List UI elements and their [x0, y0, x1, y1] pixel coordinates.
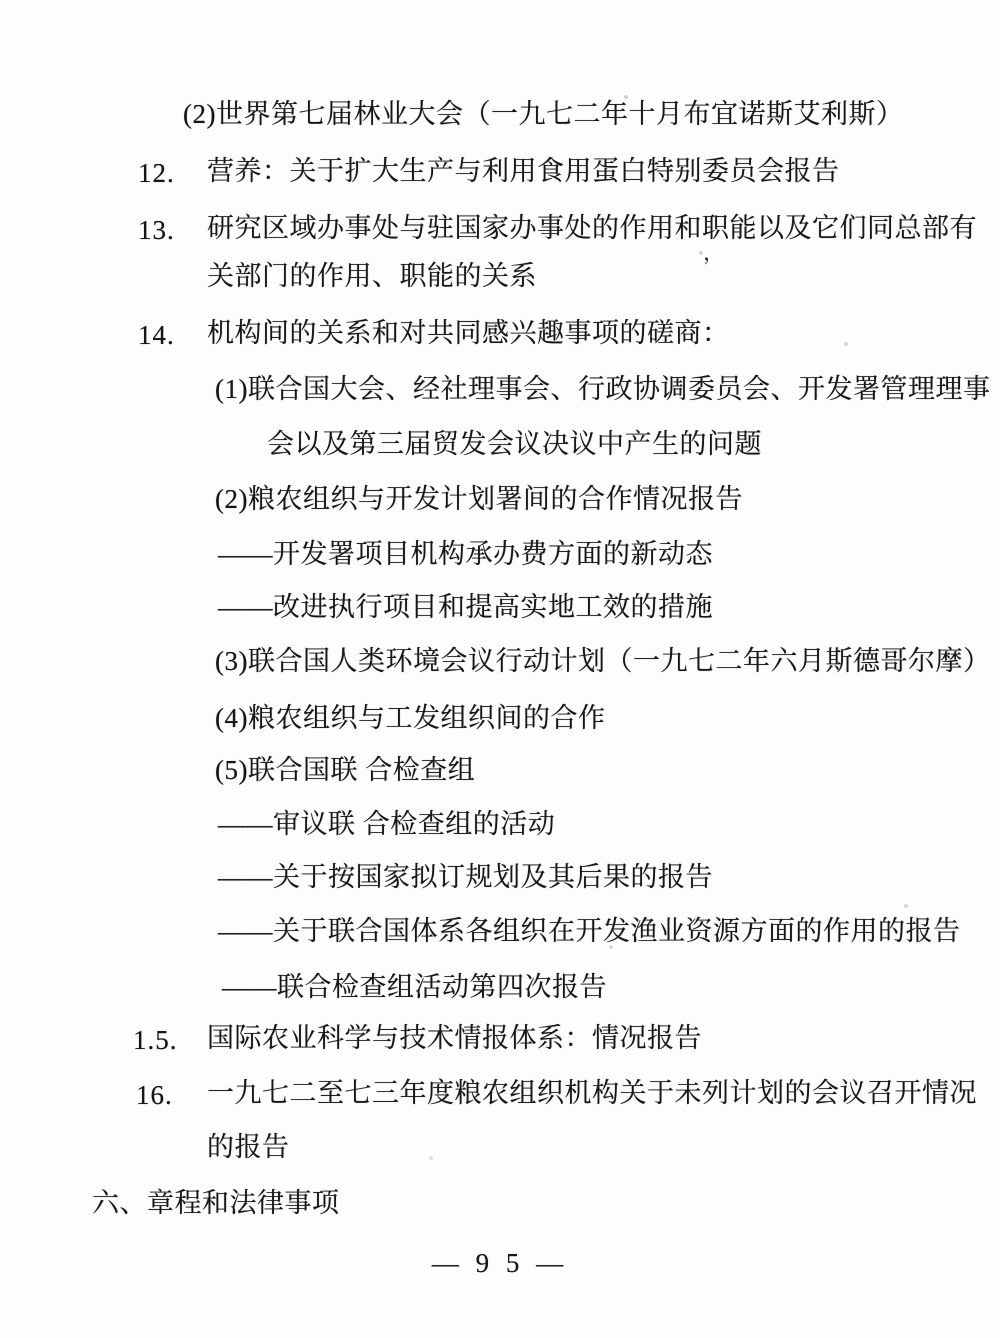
item-14-dash-item-5: ——关于联合国体系各组织在开发渔业资源方面的作用的报告: [218, 916, 961, 946]
item-15-number: 1.5.: [133, 1025, 178, 1055]
item-14-text: 机构间的关系和对共同感兴趣事项的磋商：: [207, 318, 730, 348]
item-15-text: 国际农业科学与技术情报体系：情况报告: [207, 1023, 702, 1053]
item-16-number: 16.: [136, 1080, 173, 1110]
item-13-number: 13.: [138, 215, 175, 245]
item-14-subitem-5: (5)联合国联 合检查组: [215, 755, 476, 785]
section-heading-statutes-legal: 六、章程和法律事项: [92, 1188, 340, 1218]
stray-comma-mark: ，: [703, 240, 726, 265]
item-14-subitem-4: (4)粮农组织与工发组织间的合作: [215, 703, 606, 733]
item-14-number: 14.: [138, 320, 175, 350]
item-14-dash-item-1: ——开发署项目机构承办费方面的新动态: [218, 539, 713, 569]
item-14-subitem-1-line1: (1)联合国大会、经社理事会、行政协调委员会、开发署管理理事: [215, 374, 991, 404]
item-16-text-line2: 的报告: [207, 1132, 290, 1162]
item-14-subitem-3: (3)联合国人类环境会议行动计划（一九七二年六月斯德哥尔摩）: [215, 646, 991, 676]
item-14-dash-item-3: ——审议联 合检查组的活动: [218, 809, 556, 839]
item-13-text-line1: 研究区域办事处与驻国家办事处的作用和职能以及它们同总部有: [207, 213, 977, 243]
item-16-text-line1: 一九七二至七三年度粮农组织机构关于未列计划的会议召开情况: [207, 1078, 977, 1108]
item-12-number: 12.: [138, 158, 175, 188]
page-number: — 9 5 —: [431, 1248, 569, 1278]
item-14-dash-item-4: ——关于按国家拟订规划及其后果的报告: [218, 862, 713, 892]
item-14-dash-item-6: ——联合检查组活动第四次报告: [222, 972, 607, 1002]
item-12-text: 营养：关于扩大生产与利用食用蛋白特别委员会报告: [207, 156, 840, 186]
scan-noise-specks: [0, 0, 2, 2]
item-14-subitem-1-line2: 会以及第三届贸发会议决议中产生的问题: [267, 429, 762, 459]
item-14-dash-item-2: ——改进执行项目和提高实地工效的措施: [218, 592, 713, 622]
subitem-forestry-congress: (2)世界第七届林业大会（一九七二年十月布宜诺斯艾利斯）: [183, 99, 904, 129]
item-14-subitem-2: (2)粮农组织与开发计划署间的合作情况报告: [215, 484, 743, 514]
item-13-text-line2: 关部门的作用、职能的关系: [207, 261, 537, 291]
